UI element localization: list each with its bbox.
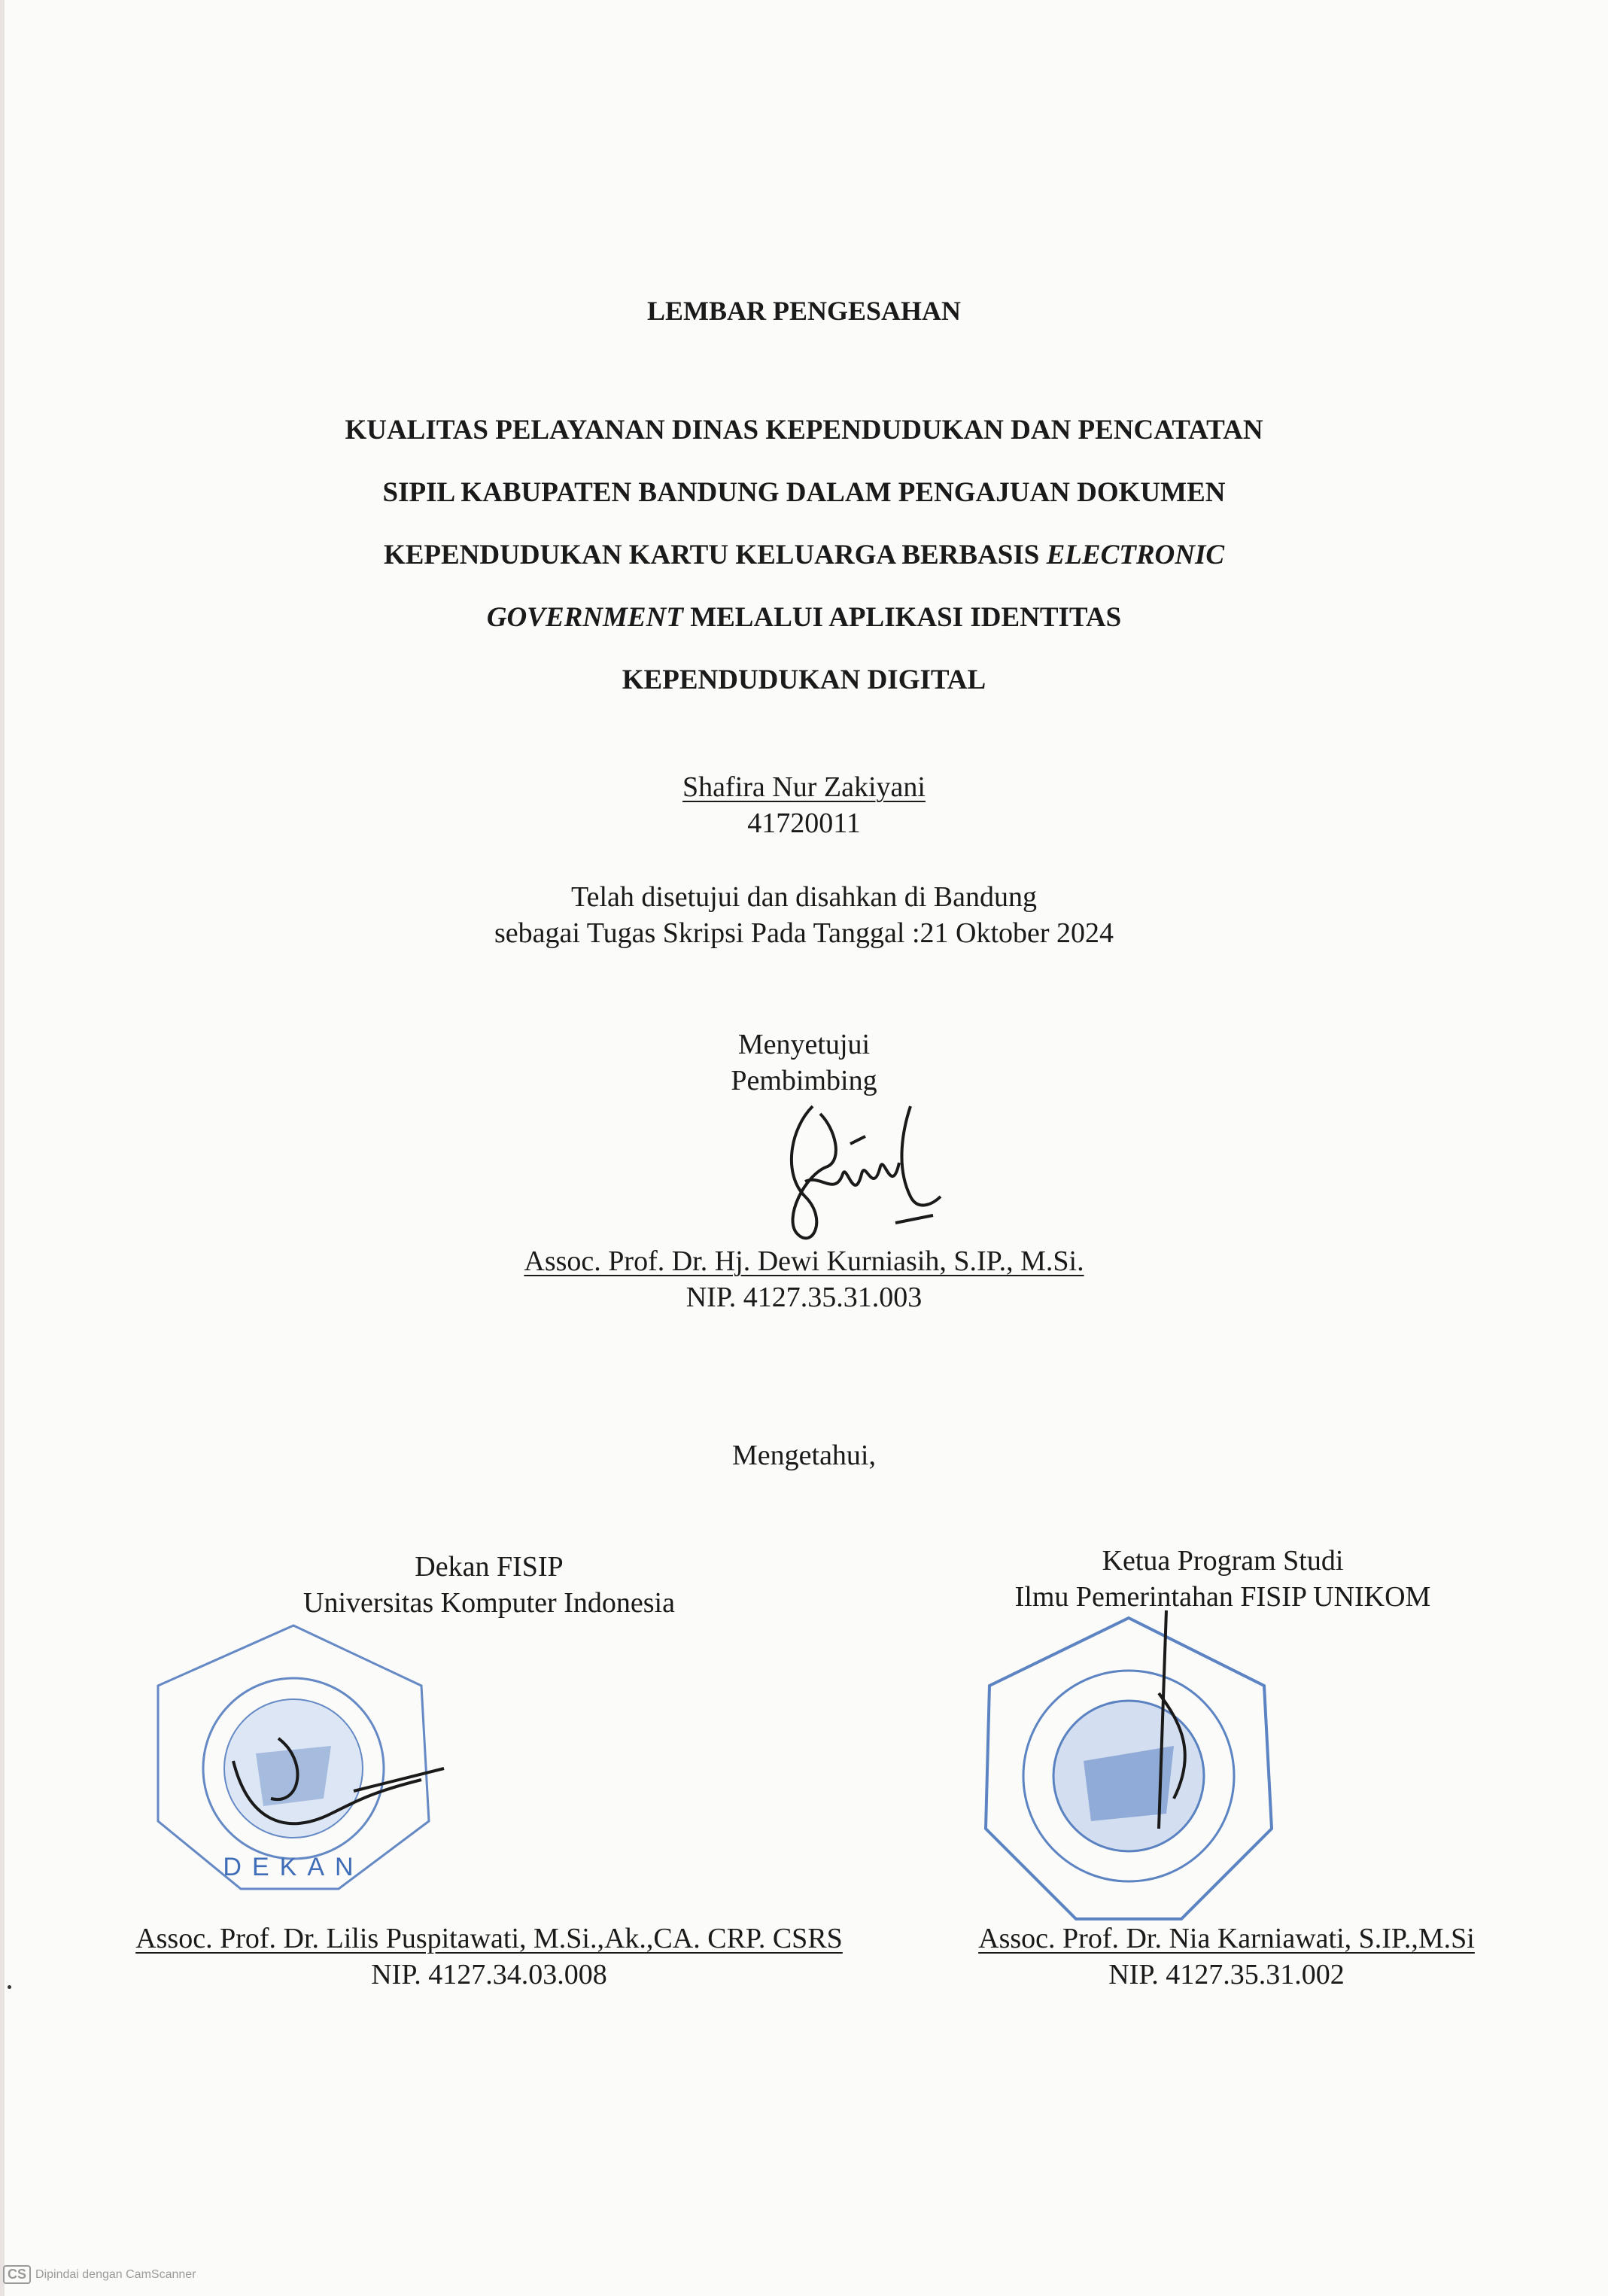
thesis-title: [0, 399, 1608, 711]
title-line-3-text: KEPENDUDUKAN KARTU KELUARGA BERBASIS: [383, 540, 1047, 570]
approval-block: [0, 879, 1608, 951]
student-block: [0, 769, 1608, 841]
student-name: Shafira Nur Zakiyani: [682, 771, 926, 803]
supervisor-label: Pembimbing: [731, 1065, 877, 1096]
title-line-4-italic: GOVERNMENT: [486, 602, 683, 633]
student-id: 41720011: [747, 807, 861, 839]
page-edge: [0, 0, 5, 2296]
program-head-nip: NIP. 4127.35.31.002: [1108, 1959, 1345, 1990]
dean-title: Dekan FISIP: [415, 1551, 564, 1583]
supervisor-signature: [760, 1084, 978, 1264]
dean-nip: NIP. 4127.34.03.008: [371, 1959, 607, 1990]
approval-line-2: sebagai Tugas Skripsi Pada Tanggal :21 Oktober 2024: [494, 917, 1114, 949]
title-line-3-italic: ELECTRONIC: [1046, 540, 1225, 570]
approval-line-1: Telah disetujui dan disahkan di Bandung: [571, 881, 1037, 913]
dean-stamp: [135, 1610, 451, 1904]
acknowledge-label: Mengetahui,: [731, 1440, 876, 1471]
program-head-dept: Ilmu Pemerintahan FISIP UNIKOM: [1014, 1581, 1431, 1613]
title-line-4-text: MELALUI APLIKASI IDENTITAS: [682, 602, 1122, 633]
supervisor-name: Assoc. Prof. Dr. Hj. Dewi Kurniasih, S.IP., M.Si.: [524, 1245, 1084, 1277]
supervisor-nip: NIP. 4127.35.31.003: [685, 1282, 923, 1313]
approve-label: Menyetujui: [737, 1029, 871, 1060]
title-line-2: SIPIL KABUPATEN BANDUNG DALAM PENGAJUAN DOKUMEN: [382, 477, 1226, 508]
program-head-title: Ketua Program Studi: [1102, 1545, 1344, 1577]
program-head-info: [926, 1920, 1527, 1993]
dean-university: Universitas Komputer Indonesia: [303, 1587, 675, 1619]
title-line-4: [0, 586, 1608, 649]
title-line-3: [0, 524, 1608, 586]
title-line-1: KUALITAS PELAYANAN DINAS KEPENDUDUKAN DAN PENCATATAN: [345, 415, 1263, 446]
supervisor-info: [0, 1243, 1608, 1315]
program-head-name: Assoc. Prof. Dr. Nia Karniawati, S.IP.,M.Si: [978, 1923, 1475, 1954]
dean-stamp-text: DEKAN: [223, 1853, 364, 1881]
camscanner-icon: CS: [3, 2265, 31, 2284]
dean-info: [75, 1920, 903, 1993]
scanner-watermark: [3, 2265, 196, 2284]
dean-name: Assoc. Prof. Dr. Lilis Puspitawati, M.Si.,Ak.,CA. CRP. CSRS: [135, 1923, 843, 1954]
scanner-text: Dipindai dengan CamScanner: [35, 2267, 196, 2281]
title-line-5: KEPENDUDUKAN DIGITAL: [622, 664, 986, 695]
margin-mark: [8, 1985, 11, 1989]
program-stamp: [971, 1603, 1287, 1934]
page-heading: LEMBAR PENGESAHAN: [646, 296, 962, 326]
